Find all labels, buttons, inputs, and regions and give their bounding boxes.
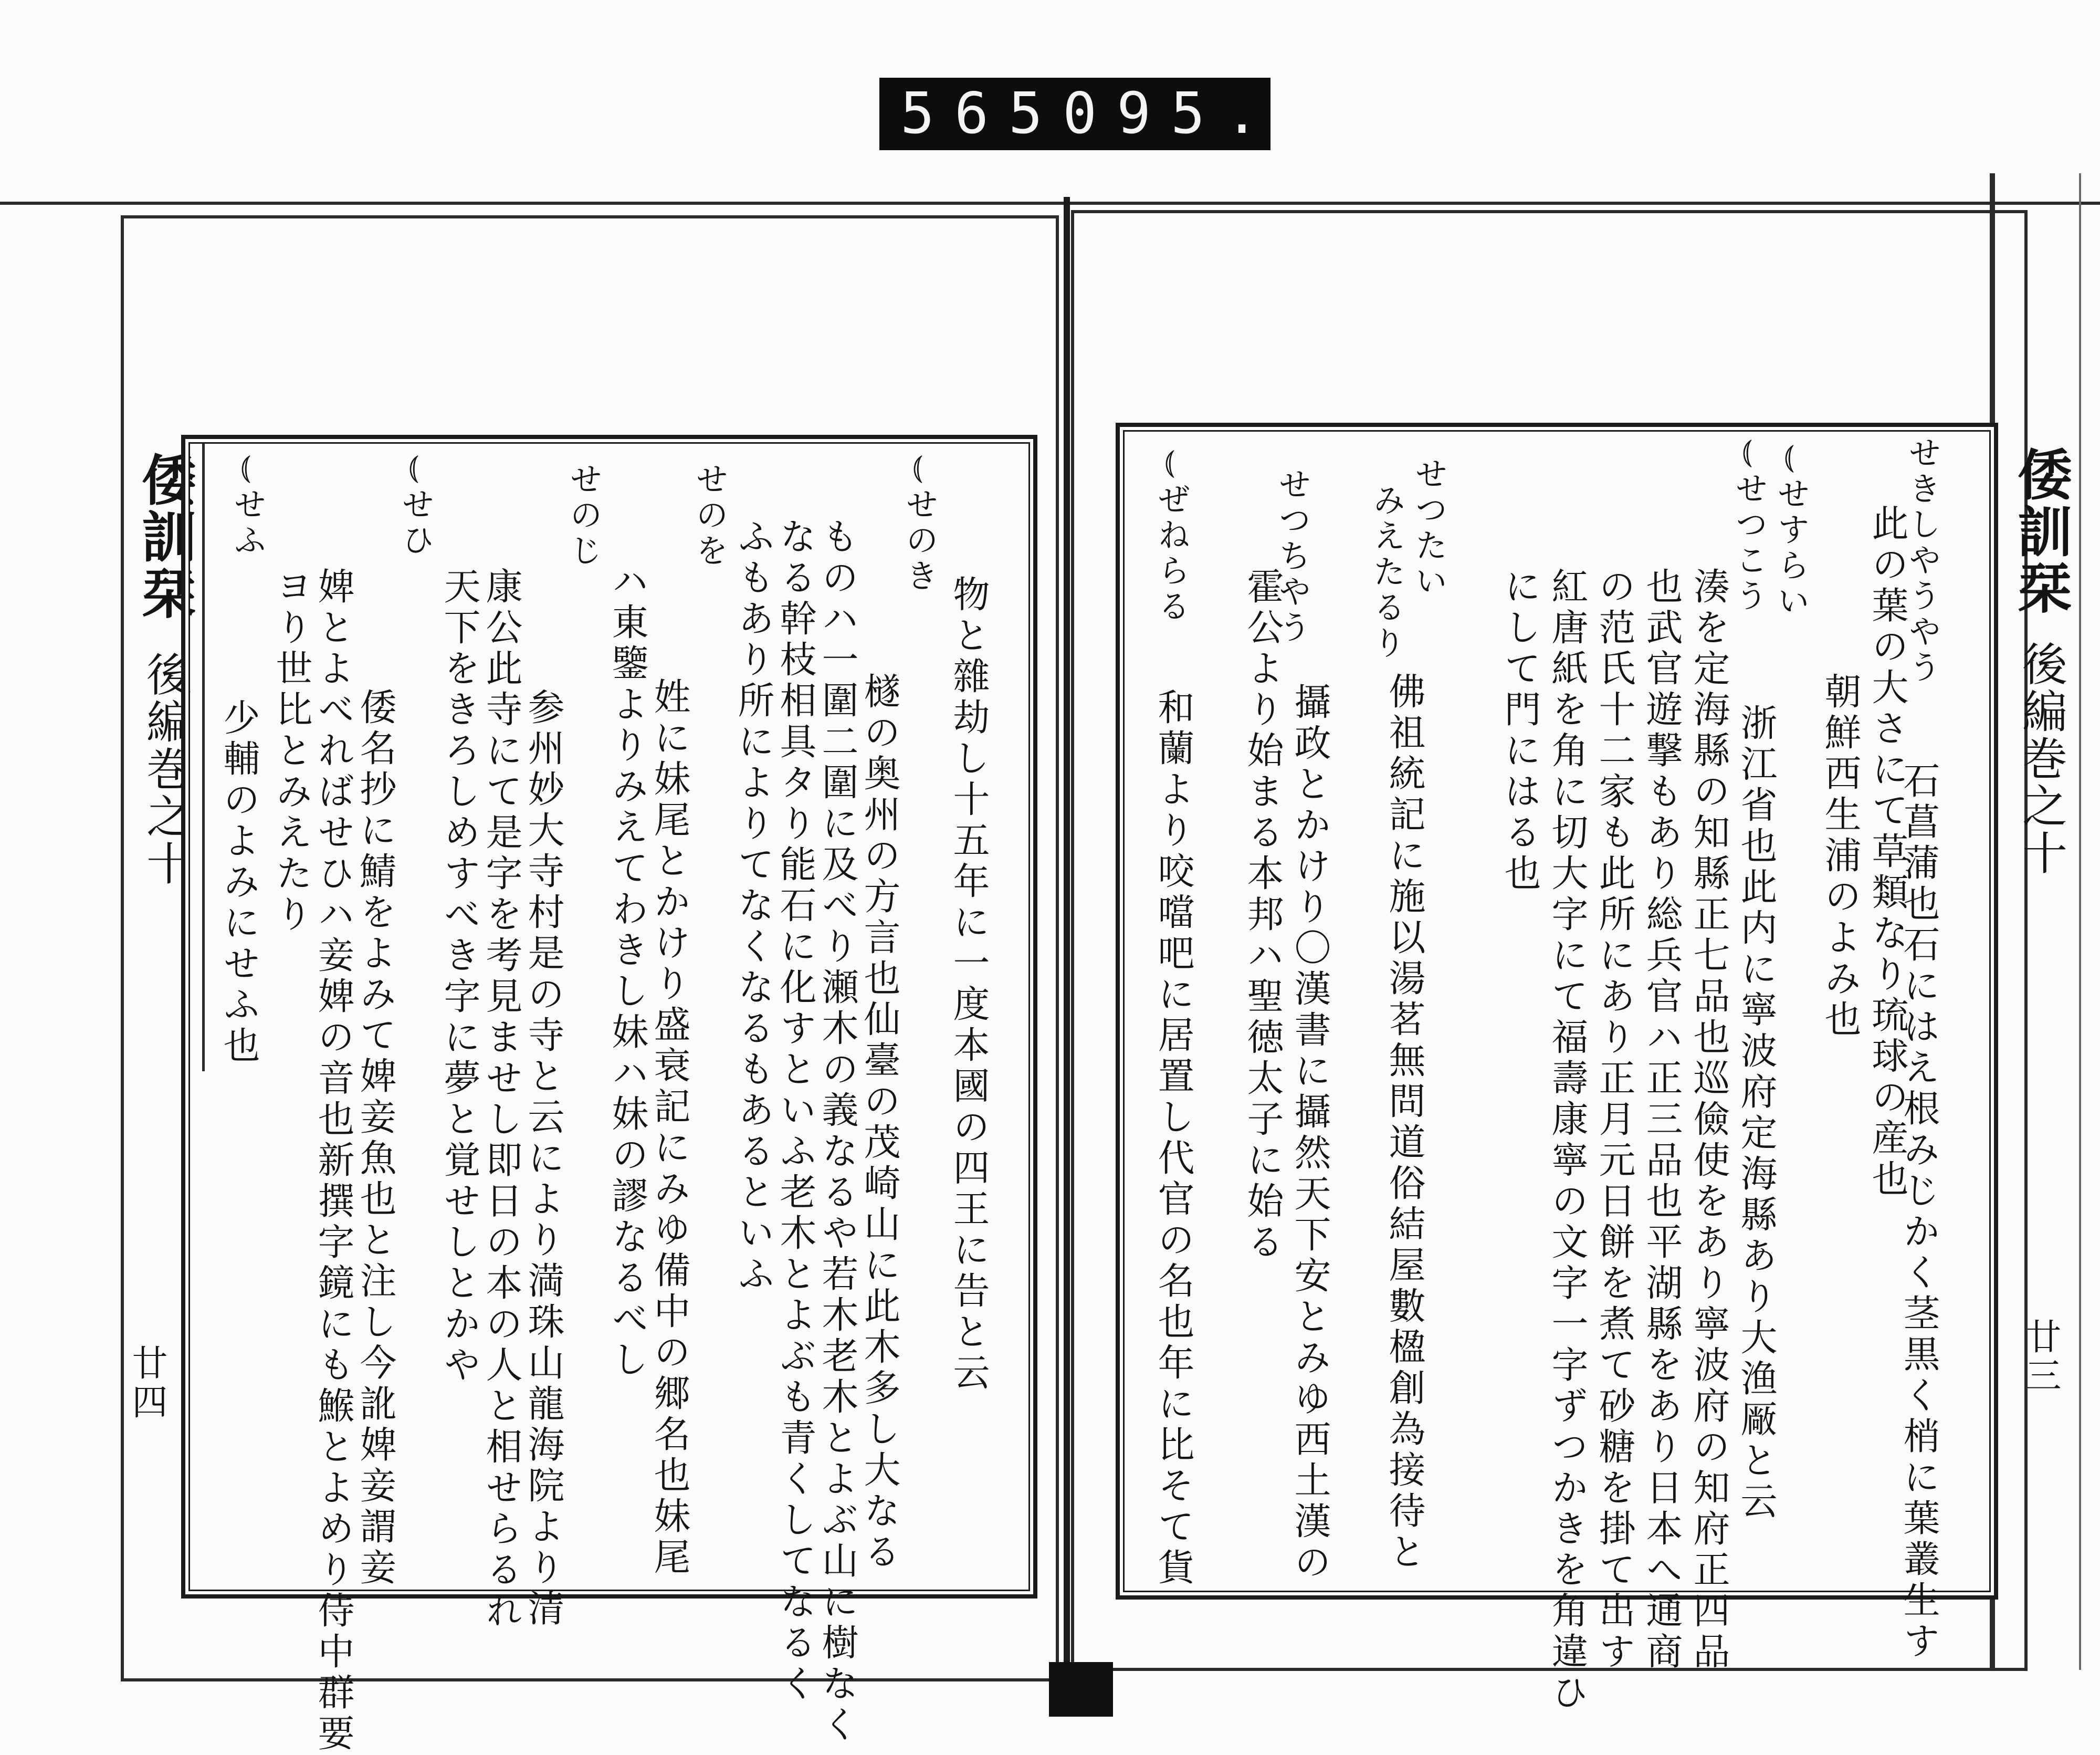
text-column: 姓に妹尾とかけり盛衰記にみゆ備中の郷名也妹尾 — [648, 677, 691, 1579]
text-column: 紅唐紙を角に切大字にて福壽康寧の文字一字ずつかきを角違ひ — [1546, 567, 1589, 1714]
text-column: の范氏十二家も此所にあり正月元日餅を煮て砂糖を掛て出す — [1593, 567, 1636, 1673]
book-gutter — [1064, 197, 1070, 1667]
reel-number-right: 095. — [1063, 81, 1279, 147]
text-column: 湊を定海縣の知縣正七品也巡儉使をあり寧波府の知府正四品 — [1687, 567, 1730, 1673]
text-column: 浙江省也此内に寧波府定海縣あり大渔厰と云 — [1735, 704, 1778, 1523]
right-folio-number: 廿三 — [2020, 1318, 2061, 1396]
text-column: 少輔のよみにせふ也 — [217, 698, 260, 1067]
entry-heading: ⦅ぜねらる — [1152, 446, 1191, 625]
text-column: みえたるり — [1368, 483, 1406, 662]
entry-heading: せつちやう — [1273, 467, 1311, 646]
entry-heading: ⦅せすらい — [1772, 441, 1810, 620]
book-top-edge — [0, 202, 2100, 205]
text-column: 物と雜劫し十五年に一度本國の四王に告と云 — [947, 575, 990, 1394]
text-column: 天下をきろしめすべき字に夢と覚せしとかや — [438, 567, 481, 1386]
text-column: 康公此寺にて是字を考見ませし即日の本の人と相せらるれ — [480, 567, 523, 1632]
text-column: 倭名抄に鯖をよみて婢妾魚也と注し今訛婢妾謂妾 — [354, 688, 397, 1589]
entry-heading: せのを — [690, 462, 729, 569]
right-margin-title: 倭訓栞 — [2008, 446, 2073, 617]
right-page-margin-strip — [1990, 173, 2081, 1670]
text-column: 攝政とかけり〇漢書に攝然天下安とみゆ西土漢の — [1288, 683, 1331, 1584]
text-column: 朝鮮西生浦のよみ也 — [1819, 672, 1862, 1041]
entry-heading: せつたい — [1410, 457, 1448, 600]
text-column: にして門にはる也 — [1498, 567, 1541, 895]
text-column: 和蘭より咬噹吧に居置し代官の名也年に比そて貨 — [1152, 688, 1195, 1589]
text-column: ものハ一圍二圍に及べり瀬木の義なるや若木老木とよぶ山に樹なく — [816, 517, 859, 1746]
text-column: 佛祖統記に施以湯茗無問道俗結屋數楹創為接待と — [1383, 672, 1426, 1573]
text-column: 檖の奥州の方言也仙臺の茂崎山に此木多し大なる — [858, 672, 901, 1573]
text-column: 石菖蒲也石にはえ根みじかく茎黒く梢に葉叢生す — [1897, 761, 1940, 1663]
text-column: ヨり世比とみえたり — [270, 567, 313, 936]
text-column: 也武官遊撃もあり総兵官ハ正三品也平湖縣をあり日本へ通商 — [1640, 567, 1683, 1673]
text-column: なる幹枝相具タり能石に化すといふ老木とよぶも青くしてなるく — [774, 517, 817, 1705]
entry-heading: せのじ — [564, 462, 603, 569]
entry-heading: ⦅せのき — [900, 452, 939, 594]
entry-heading: せきしやうやう — [1903, 436, 1941, 686]
reel-number-left: 565 — [900, 81, 1063, 147]
left-folio-number: 廿四 — [126, 1344, 167, 1422]
entry-heading: ⦅せふ — [228, 452, 267, 559]
text-column: ハ東鑒よりみえてわきし妹ハ妹の謬なるべし — [606, 562, 649, 1381]
left-margin-title: 倭訓栞 — [132, 452, 197, 622]
left-margin-subtitle: 後編巻之十 — [139, 651, 191, 887]
text-column: 参州妙大寺村是の寺と云により満珠山龍海院より清 — [522, 688, 565, 1630]
right-margin-subtitle: 後編巻之十 — [2014, 641, 2067, 877]
text-column: 此の葉の大さにて草類なり琉球の産也 — [1866, 504, 1909, 1200]
entry-heading: ⦅せつこう — [1730, 436, 1768, 614]
text-column: ふもあり所によりてなくなるもあるといふ — [732, 517, 775, 1296]
text-column: 霍公より始まる本邦ハ聖徳太子に始る — [1241, 567, 1284, 1263]
text-column: 婢とよべればせひハ妾婢の音也新撰字鏡にも鯸とよめり侍中群要 — [312, 567, 355, 1755]
gutter-clip — [1049, 1662, 1113, 1717]
entry-heading: ⦅せひ — [396, 452, 435, 559]
reel-number-label — [879, 78, 1279, 150]
